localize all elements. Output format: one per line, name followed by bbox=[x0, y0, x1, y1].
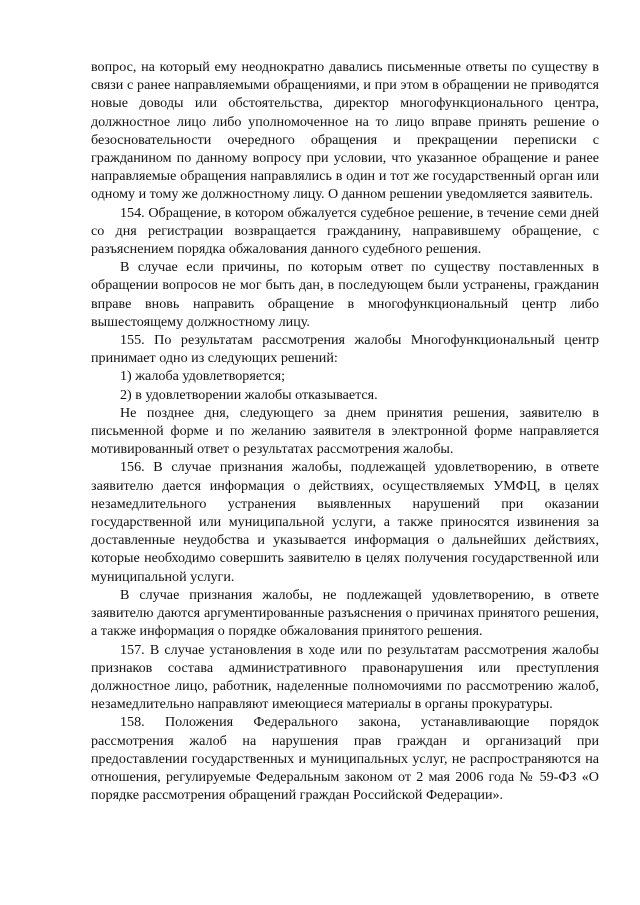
paragraph-154-addendum: В случае если причины, по которым ответ по существу поставленных в обращении вопросов не мог быть дан, в последующем были устранены, гражданин вправе вновь направить обращение в многофункциональный центр либо вышестоящему должностному лицу. bbox=[91, 259, 599, 330]
paragraph-156: 156. В случае признания жалобы, подлежащей удовлетворению, в ответе заявителю дается информация о действиях, осуществляемых УМФЦ, в целях незамедлительного устранения выявленных нарушений при оказании государственной или муниципальной услуги, а также приносятся извинения за доставленные неудобства и указывается информация о дальнейших действиях, которые необходимо совершить заявителю в целях получения государственной или муниципальной услуги. bbox=[91, 459, 599, 585]
document-page bbox=[91, 58, 599, 804]
paragraph-157: 157. В случае установления в ходе или по результатам рассмотрения жалобы признаков состава административного правонарушения или преступления должностное лицо, работник, наделенные полномочиями по рассмотрению жалоб, незамедлительно направляют имеющиеся материалы в органы прокуратуры. bbox=[91, 641, 599, 713]
paragraph-155-response: Не позднее дня, следующего за днем принятия решения, заявителю в письменной форме и по желанию заявителя в электронной форме направляется мотивированный ответ о результатах рассмотрения жалобы. bbox=[91, 404, 599, 458]
paragraph-156-refusal: В случае признания жалобы, не подлежащей удовлетворению, в ответе заявителю даются аргументированные разъяснения о причинах принятого решения, а также информация о порядке обжалования принятого решения. bbox=[91, 586, 599, 640]
list-item-1: 1) жалоба удовлетворяется; bbox=[120, 368, 286, 385]
paragraph-154: 154. Обращение, в котором обжалуется судебное решение, в течение семи дней со дня регистрации возвращается гражданину, направившему обращение, с разъяснением порядка обжалования данного судебного решения. bbox=[91, 204, 599, 258]
paragraph-continuation: вопрос, на который ему неоднократно давались письменные ответы по существу в связи с ранее направляемыми обращениями, и при этом в обращении не приводятся новые доводы или обстоятельства, директор многофункционального центра, должностное лицо либо уполномоченное на то лицо вправе принять решение о безосновательности очередного обращения и прекращении переписки с гражданином по данному вопросу при условии, что указанное обращение и ранее направляемые обращения направлялись в один и тот же государственный орган или одному и тому же должностному лицу. О данном решении уведомляется заявитель. bbox=[91, 59, 599, 203]
paragraph-155: 155. По результатам рассмотрения жалобы Многофункциональный центр принимает одно из следующих решений: bbox=[91, 332, 599, 367]
list-item-2: 2) в удовлетворении жалобы отказывается. bbox=[120, 386, 378, 403]
paragraph-158: 158. Положения Федерального закона, устанавливающие порядок рассмотрения жалоб на нарушения прав граждан и организаций при предоставлении государственных и муниципальных услуг, не распространяются на отношения, регулируемые Федеральным законом от 2 мая 2006 года № 59-ФЗ «О порядке рассмотрения обращений граждан Российской Федерации». bbox=[91, 714, 599, 804]
